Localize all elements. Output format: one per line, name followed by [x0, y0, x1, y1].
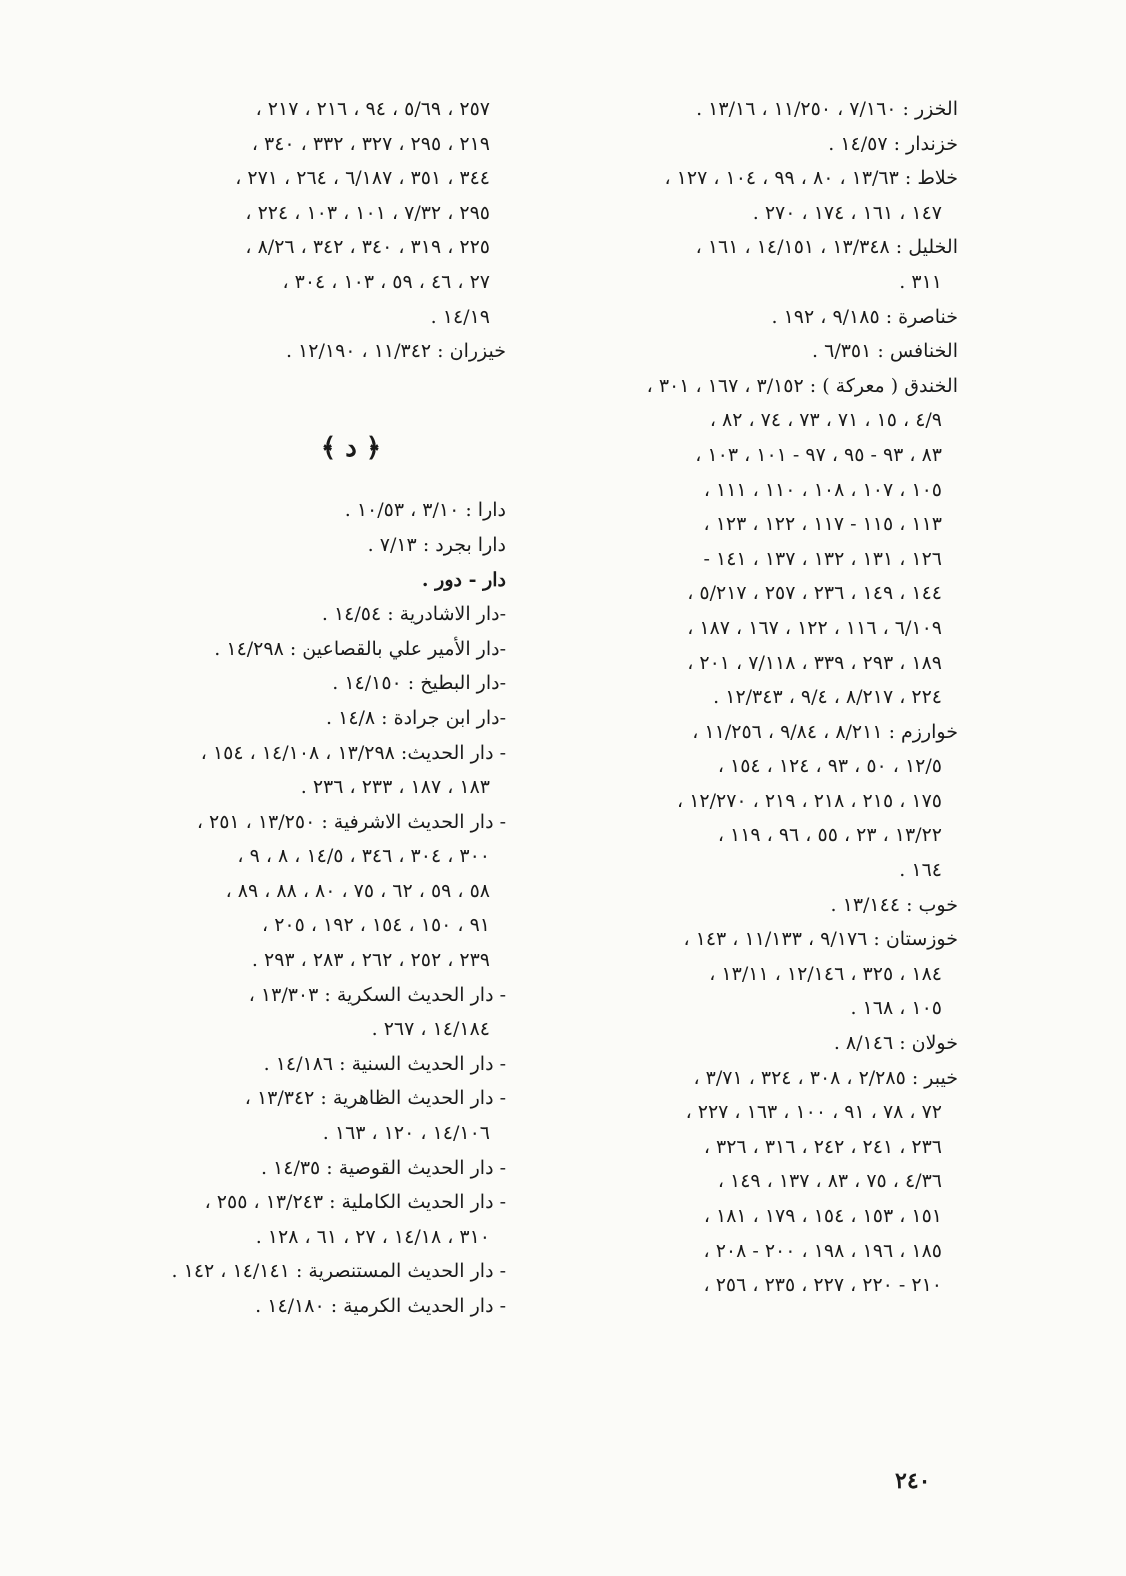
index-continuation-line: ٨٣ ، ٩٣ - ٩٥ ، ٩٧ - ١٠١ ، ١٠٣ ،	[695, 443, 942, 466]
index-continuation-line: ٣٠٠ ، ٣٠٤ ، ٣٤٦ ، ١٤/٥ ، ٨ ، ٩ ،	[237, 845, 490, 868]
index-entry: خلاط : ١٣/٦٣ ، ٨٠ ، ٩٩ ، ١٠٤ ، ١٢٧ ،	[664, 167, 958, 190]
index-entry: الخنافس : ٦/٣٥١ .	[812, 340, 958, 363]
index-entry: خزندار : ١٤/٥٧ .	[828, 132, 958, 155]
index-continuation-line: ١٤/١٠٦ ، ١٢٠ ، ١٦٣ .	[322, 1122, 490, 1145]
index-continuation-line: ٤/٩ ، ١٥ ، ٧١ ، ٧٣ ، ٧٤ ، ٨٢ ،	[709, 409, 942, 432]
index-continuation-line: ٦/١٠٩ ، ١١٦ ، ١٢٢ ، ١٦٧ ، ١٨٧ ،	[687, 616, 942, 639]
index-continuation-line: ٥٨ ، ٥٩ ، ٦٢ ، ٧٥ ، ٨٠ ، ٨٨ ، ٨٩ ،	[225, 879, 490, 902]
right-column	[528, 92, 958, 1303]
left-column	[76, 92, 506, 1324]
letter-heading: ﴿ د ﴾	[320, 433, 382, 464]
index-continuation-line: ١٠٥ ، ١٦٨ .	[850, 997, 942, 1020]
index-entry: خيزران : ١١/٣٤٢ ، ١٢/١٩٠ .	[285, 340, 506, 363]
index-entry: - دار الحديث القوصية : ١٤/٣٥ .	[260, 1156, 506, 1179]
index-continuation-line: ٢٥٧ ، ٥/٦٩ ، ٩٤ ، ٢١٦ ، ٢١٧ ،	[255, 98, 490, 120]
index-entry: - دار الحديث المستنصرية : ١٤/١٤١ ، ١٤٢ .	[171, 1260, 506, 1283]
index-continuation-line: ١٣/٢٢ ، ٢٣ ، ٥٥ ، ٩٦ ، ١١٩ ،	[717, 824, 942, 847]
index-continuation-line: ١٠٥ ، ١٠٧ ، ١٠٨ ، ١١٠ ، ١١١ ،	[703, 478, 942, 501]
index-continuation-line: ٣١٠ ، ١٤/١٨ ، ٢٧ ، ٦١ ، ١٢٨ .	[255, 1225, 490, 1248]
index-entry: -دار الأمير علي بالقصاعين : ١٤/٢٩٨ .	[214, 637, 506, 660]
index-entry: -دار الاشادرية : ١٤/٥٤ .	[321, 603, 506, 626]
index-continuation-line: ١٤٤ ، ١٤٩ ، ٢٣٦ ، ٢٥٧ ، ٥/٢١٧ ،	[687, 582, 942, 605]
index-entry: خوارزم : ٨/٢١١ ، ٩/٨٤ ، ١١/٢٥٦ ،	[692, 720, 958, 743]
index-continuation-line: ٣٤٤ ، ٣٥١ ، ٦/١٨٧ ، ٢٦٤ ، ٢٧١ ،	[235, 167, 490, 190]
index-continuation-line: ١٤/١٨٤ ، ٢٦٧ .	[371, 1018, 490, 1041]
index-continuation-line: ١٨٣ ، ١٨٧ ، ٢٣٣ ، ٢٣٦ .	[300, 776, 490, 799]
index-entry: - دار الحديث الاشرفية : ١٣/٢٥٠ ، ٢٥١ ،	[196, 810, 506, 833]
index-continuation-line: ١٢٦ ، ١٣١ ، ١٣٢ ، ١٣٧ ، ١٤١ -	[703, 547, 942, 570]
index-entry: - دار الحديث: ١٣/٢٩٨ ، ١٤/١٠٨ ، ١٥٤ ،	[200, 741, 506, 764]
index-entry: خيبر : ٢/٢٨٥ ، ٣٠٨ ، ٣٢٤ ، ٣/٧١ ،	[693, 1066, 958, 1089]
index-entry: الخليل : ١٣/٣٤٨ ، ١٤/١٥١ ، ١٦١ ،	[695, 236, 958, 259]
index-entry: دارا : ٣/١٠ ، ١٠/٥٣ .	[344, 499, 506, 522]
index-section-heading: دار - دور .	[421, 568, 506, 591]
index-continuation-line: ٣١١ .	[899, 270, 942, 293]
index-continuation-line: ١٤/١٩ .	[430, 305, 490, 328]
index-continuation-line: ٤/٣٦ ، ٧٥ ، ٨٣ ، ١٣٧ ، ١٤٩ ،	[717, 1170, 942, 1193]
index-continuation-line: ١٨٩ ، ٢٩٣ ، ٣٣٩ ، ٧/١١٨ ، ٢٠١ ،	[687, 651, 942, 674]
index-entry: - دار الحديث الظاهرية : ١٣/٣٤٢ ،	[244, 1087, 506, 1110]
index-continuation-line: ١٦٤ .	[899, 859, 942, 882]
index-entry: -دار ابن جرادة : ١٤/٨ .	[326, 706, 506, 729]
index-continuation-line: ١٥١ ، ١٥٣ ، ١٥٤ ، ١٧٩ ، ١٨١ ،	[703, 1205, 942, 1227]
index-continuation-line: ١٤٧ ، ١٦١ ، ١٧٤ ، ٢٧٠ .	[752, 201, 942, 224]
index-entry: خولان : ٨/١٤٦ .	[833, 1032, 958, 1055]
index-continuation-line: ٢٧ ، ٤٦ ، ٥٩ ، ١٠٣ ، ٣٠٤ ،	[282, 270, 490, 293]
index-entry: - دار الحديث السكرية : ١٣/٣٠٣ ،	[248, 983, 506, 1006]
index-continuation-line: ٢٩٥ ، ٧/٣٢ ، ١٠١ ، ١٠٣ ، ٢٢٤ ،	[245, 201, 490, 224]
index-entry: - دار الحديث السنية : ١٤/١٨٦ .	[263, 1052, 506, 1075]
index-entry: - دار الحديث الكاملية : ١٣/٢٤٣ ، ٢٥٥ ،	[204, 1191, 506, 1214]
index-continuation-line: ١٢/٥ ، ٥٠ ، ٩٣ ، ١٢٤ ، ١٥٤ ،	[717, 755, 942, 778]
index-entry: الخندق ( معركة ) : ٣/١٥٢ ، ١٦٧ ، ٣٠١ ،	[646, 374, 958, 397]
index-continuation-line: ٢٢٤ ، ٨/٢١٧ ، ٩/٤ ، ١٢/٣٤٣ .	[713, 686, 942, 709]
left-column-top	[76, 92, 506, 369]
index-entry: الخزر : ٧/١٦٠ ، ١١/٢٥٠ ، ١٣/١٦ .	[696, 98, 958, 120]
index-continuation-line: ٢١٠ - ٢٢٠ ، ٢٢٧ ، ٢٣٥ ، ٢٥٦ ،	[703, 1274, 942, 1297]
index-continuation-line: ١١٣ ، ١١٥ - ١١٧ ، ١٢٢ ، ١٢٣ ،	[703, 513, 942, 536]
index-entry: خوزستان : ٩/١٧٦ ، ١١/١٣٣ ، ١٤٣ ،	[683, 928, 958, 951]
index-continuation-line: ٧٢ ، ٧٨ ، ٩١ ، ١٠٠ ، ١٦٣ ، ٢٢٧ ،	[685, 1101, 942, 1124]
index-continuation-line: ١٨٥ ، ١٩٦ ، ١٩٨ ، ٢٠٠ - ٢٠٨ ،	[703, 1239, 942, 1262]
index-continuation-line: ١٨٤ ، ٣٢٥ ، ١٢/١٤٦ ، ١٣/١١ ،	[709, 962, 942, 985]
index-entry: - دار الحديث الكرمية : ١٤/١٨٠ .	[255, 1295, 506, 1317]
page-number: ٢٤٠	[895, 1468, 931, 1494]
index-continuation-line: ٩١ ، ١٥٠ ، ١٥٤ ، ١٩٢ ، ٢٠٥ ،	[262, 914, 490, 937]
index-continuation-line: ٢٣٩ ، ٢٥٢ ، ٢٦٢ ، ٢٨٣ ، ٢٩٣ .	[251, 949, 490, 972]
index-entry: خناصرة : ٩/١٨٥ ، ١٩٢ .	[771, 305, 958, 328]
index-entry: خوب : ١٣/١٤٤ .	[830, 893, 958, 916]
index-entry: -دار البطيخ : ١٤/١٥٠ .	[332, 672, 506, 695]
index-entry: دارا بجرد : ٧/١٣ .	[367, 533, 506, 556]
index-continuation-line: ٢٣٦ ، ٢٤١ ، ٢٤٢ ، ٣١٦ ، ٣٢٦ ،	[703, 1135, 942, 1158]
spacer	[76, 369, 506, 404]
index-continuation-line: ٢١٩ ، ٢٩٥ ، ٣٢٧ ، ٣٣٢ ، ٣٤٠ ،	[251, 132, 490, 155]
index-continuation-line: ١٧٥ ، ٢١٥ ، ٢١٨ ، ٢١٩ ، ١٢/٢٧٠ ،	[677, 789, 942, 812]
index-continuation-line: ٢٢٥ ، ٣١٩ ، ٣٤٠ ، ٣٤٢ ، ٨/٢٦ ،	[245, 236, 490, 259]
left-column-bottom	[76, 493, 506, 1323]
